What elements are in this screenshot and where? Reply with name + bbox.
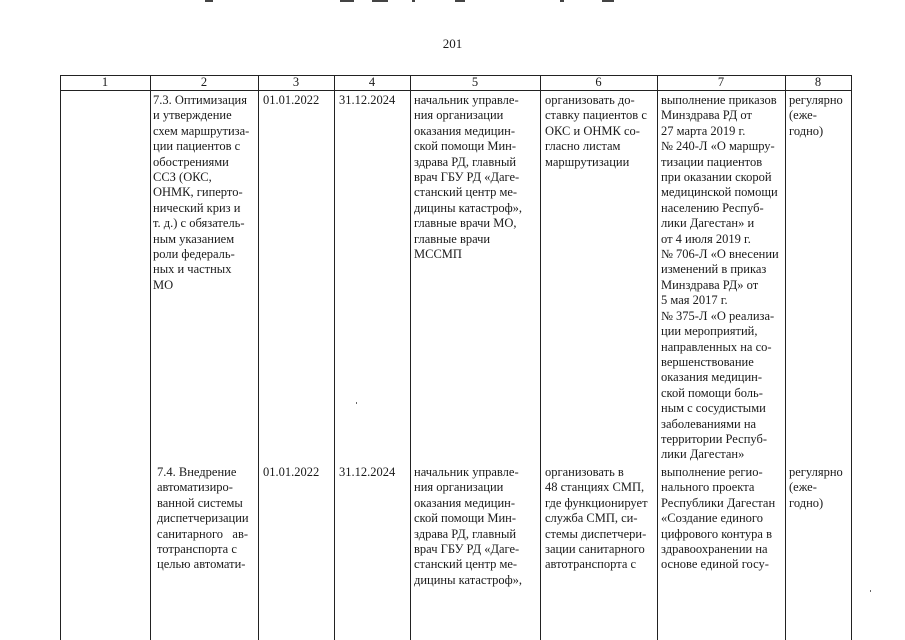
column-divider bbox=[150, 75, 151, 640]
scan-artifact bbox=[372, 0, 388, 2]
column-divider bbox=[410, 75, 411, 640]
indicator-cell: выполнение регио- нального проекта Республики Дагестан «Создание единого цифрового контура в здравоохранении на основе единой госу- bbox=[661, 465, 776, 572]
measure-cell: 7.4. Внедрение автоматизиро- ванной системы диспетчеризации санитарного ав- тотранспорта с целью автомати- bbox=[157, 465, 249, 572]
column-header: 7 bbox=[717, 75, 725, 89]
column-divider bbox=[334, 75, 335, 640]
column-header: 2 bbox=[200, 75, 208, 89]
end-date-cell: 31.12.2024 bbox=[339, 93, 396, 107]
column-divider bbox=[540, 75, 541, 640]
periodicity-cell: регулярно (еже- годно) bbox=[789, 93, 843, 138]
column-header: 3 bbox=[292, 75, 300, 89]
column-divider bbox=[60, 75, 61, 640]
page-number: 201 bbox=[442, 36, 463, 51]
scan-artifact bbox=[412, 0, 415, 2]
scan-artifact bbox=[560, 0, 564, 2]
scan-artifact bbox=[455, 0, 465, 2]
indicator-cell: выполнение приказов Минздрава РД от 27 марта 2019 г. № 240-Л «О маршру- тизации пациентов при оказании скорой медицинской помощи населению Респуб- лики Дагестан» и от 4 июля 2019 г. № 706-Л «О внесении изменений в приказ Минздрава РД» от 5 мая 2017 г. № 375-Л «О реализа- ции мероприятий, направленных на со- вершенствование оказания медицин- ской помощи боль- ным с сосудистыми заболеваниями на территории Респуб- лики Дагестан» bbox=[661, 93, 779, 462]
responsible-cell: начальник управле- ния организации оказания медицин- ской помощи Мин- здрава РД, главный врач ГБУ РД «Даге- станский центр ме- дицины катастроф», главные врачи МО, главные врачи МССМП bbox=[414, 93, 523, 262]
column-header: 8 bbox=[814, 75, 822, 89]
column-header: 4 bbox=[368, 75, 376, 89]
column-divider bbox=[785, 75, 786, 640]
header-bottom-border bbox=[60, 90, 852, 91]
end-date-cell: 31.12.2024 bbox=[339, 465, 396, 479]
scan-artifact bbox=[205, 0, 213, 2]
responsible-cell: начальник управле- ния организации оказания медицин- ской помощи Мин- здрава РД, главный врач ГБУ РД «Даге- станский центр ме- дицины катастроф», bbox=[414, 465, 523, 587]
column-divider bbox=[657, 75, 658, 640]
column-divider bbox=[851, 75, 852, 640]
column-header: 6 bbox=[595, 75, 602, 89]
result-cell: организовать до- ставку пациентов с ОКС и ОНМК со- гласно листам маршрутизации bbox=[545, 93, 647, 169]
start-date-cell: 01.01.2022 bbox=[263, 93, 320, 107]
measure-cell: 7.3. Оптимизация и утверждение схем маршрутиза- ции пациентов с обострениями ССЗ (ОКС, ОНМК, гиперто- нический криз и т. д.) с обязатель- ным указанием роли федераль- ных и частных МО bbox=[153, 93, 250, 292]
start-date-cell: 01.01.2022 bbox=[263, 465, 320, 479]
scan-speck bbox=[870, 590, 871, 592]
scan-speck bbox=[356, 402, 357, 404]
scan-artifact bbox=[602, 0, 614, 2]
periodicity-cell: регулярно (еже- годно) bbox=[789, 465, 843, 510]
scan-artifact bbox=[340, 0, 354, 2]
column-header: 1 bbox=[101, 75, 109, 89]
result-cell: организовать в 48 станциях СМП, где функционирует служба СМП, си- стемы диспетчери- зации санитарного автотранспорта с bbox=[545, 465, 648, 572]
column-divider bbox=[258, 75, 259, 640]
column-header: 5 bbox=[471, 75, 479, 89]
